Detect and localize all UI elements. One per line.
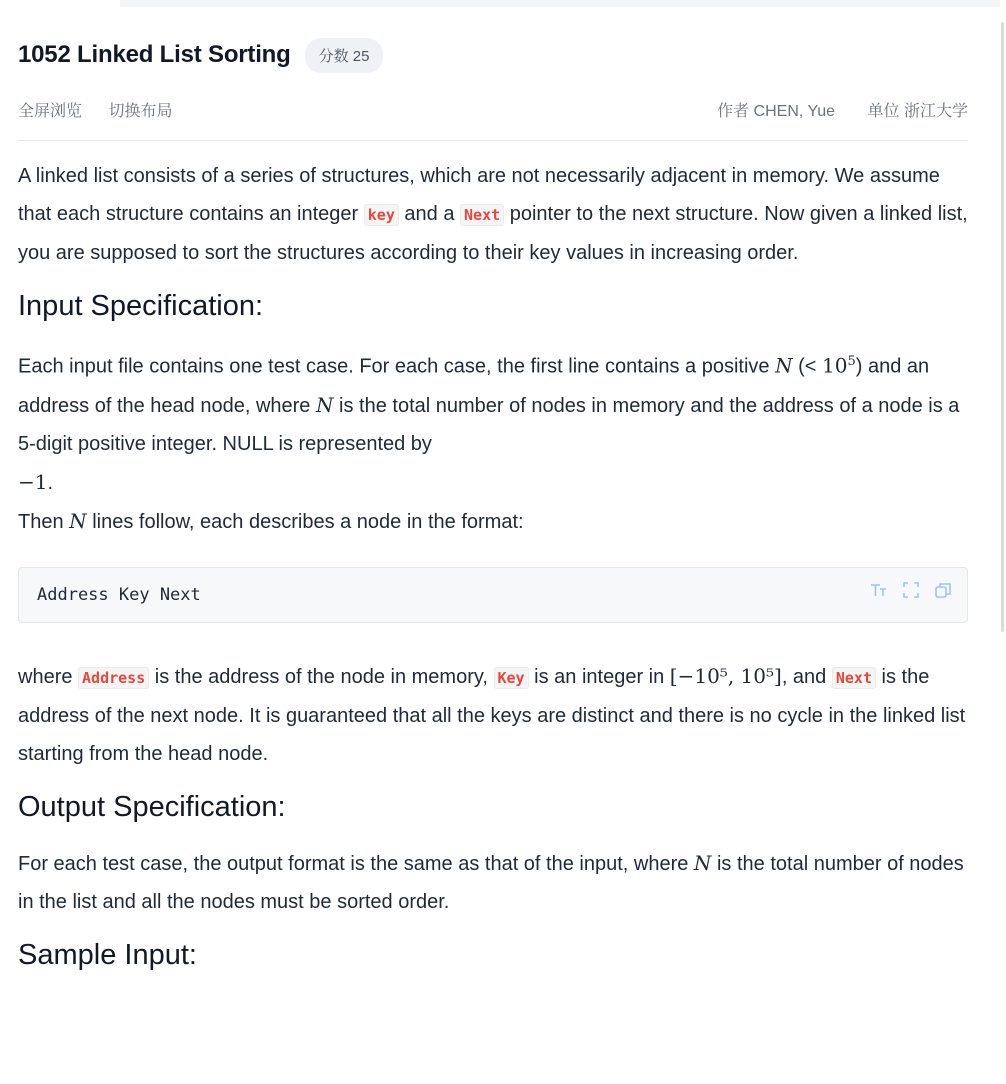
font-size-icon[interactable]	[869, 580, 889, 605]
fullscreen-icon[interactable]	[901, 580, 921, 605]
switch-layout-link[interactable]: 切换布局	[108, 102, 173, 120]
input-spec-paragraph: Each input file contains one test case. For each case, the first line contains a positive N (< $10^5$) and an address of the head node, where N is the total number of nodes in memory and the address of a node is a 5-digit positive integer. NULL is represented by −1.	[18, 353, 960, 494]
code-toolbar	[869, 580, 953, 605]
scrollbar[interactable]	[1000, 0, 1006, 1084]
fullscreen-link[interactable]: 全屏浏览	[18, 102, 83, 120]
meta-row	[18, 94, 968, 141]
code-key: key	[364, 204, 399, 226]
code-next: Next	[460, 204, 504, 226]
copy-icon[interactable]	[933, 580, 953, 605]
code-next2: Next	[832, 667, 876, 689]
scrollbar-thumb[interactable]	[1001, 22, 1004, 632]
score-badge: 分数 25	[305, 38, 384, 73]
then-paragraph: Then N lines follow, each describes a node in the format:	[18, 508, 524, 533]
output-spec-heading: Output Specification:	[18, 790, 286, 823]
problem-content	[18, 36, 968, 992]
code-block	[18, 567, 968, 623]
description-paragraph: A linked list consists of a series of structures, which are not necessarily adjacent in memory. We assume that each structure contains an integer key and a Next pointer to the next structure. Now given a linked list, you are supposed to sort the structures according to their key values in increasing order.	[18, 165, 968, 264]
code-key2: Key	[494, 667, 529, 689]
sample-input-heading: Sample Input:	[18, 938, 197, 971]
code-text: Address Key Next	[37, 584, 201, 605]
code-address: Address	[78, 667, 149, 689]
output-spec-paragraph: For each test case, the output format is the same as that of the input, where N is the total number of nodes in the list and all the nodes must be sorted order.	[18, 850, 964, 913]
top-bar	[120, 0, 1000, 7]
page-title: 1052 Linked List Sorting	[18, 41, 291, 68]
title-row	[18, 36, 968, 74]
author-label: 作者 CHEN, Yue	[717, 102, 836, 120]
unit-label: 单位 浙江大学	[867, 102, 968, 120]
where-paragraph: where Address is the address of the node in memory, Key is an integer in [−10⁵, 10⁵], and Next is the address of the next node. It is guaranteed that all the keys are distinct and there is no cycle in the linked list starting from the head node.	[18, 663, 966, 765]
input-spec-heading: Input Specification:	[18, 290, 264, 322]
